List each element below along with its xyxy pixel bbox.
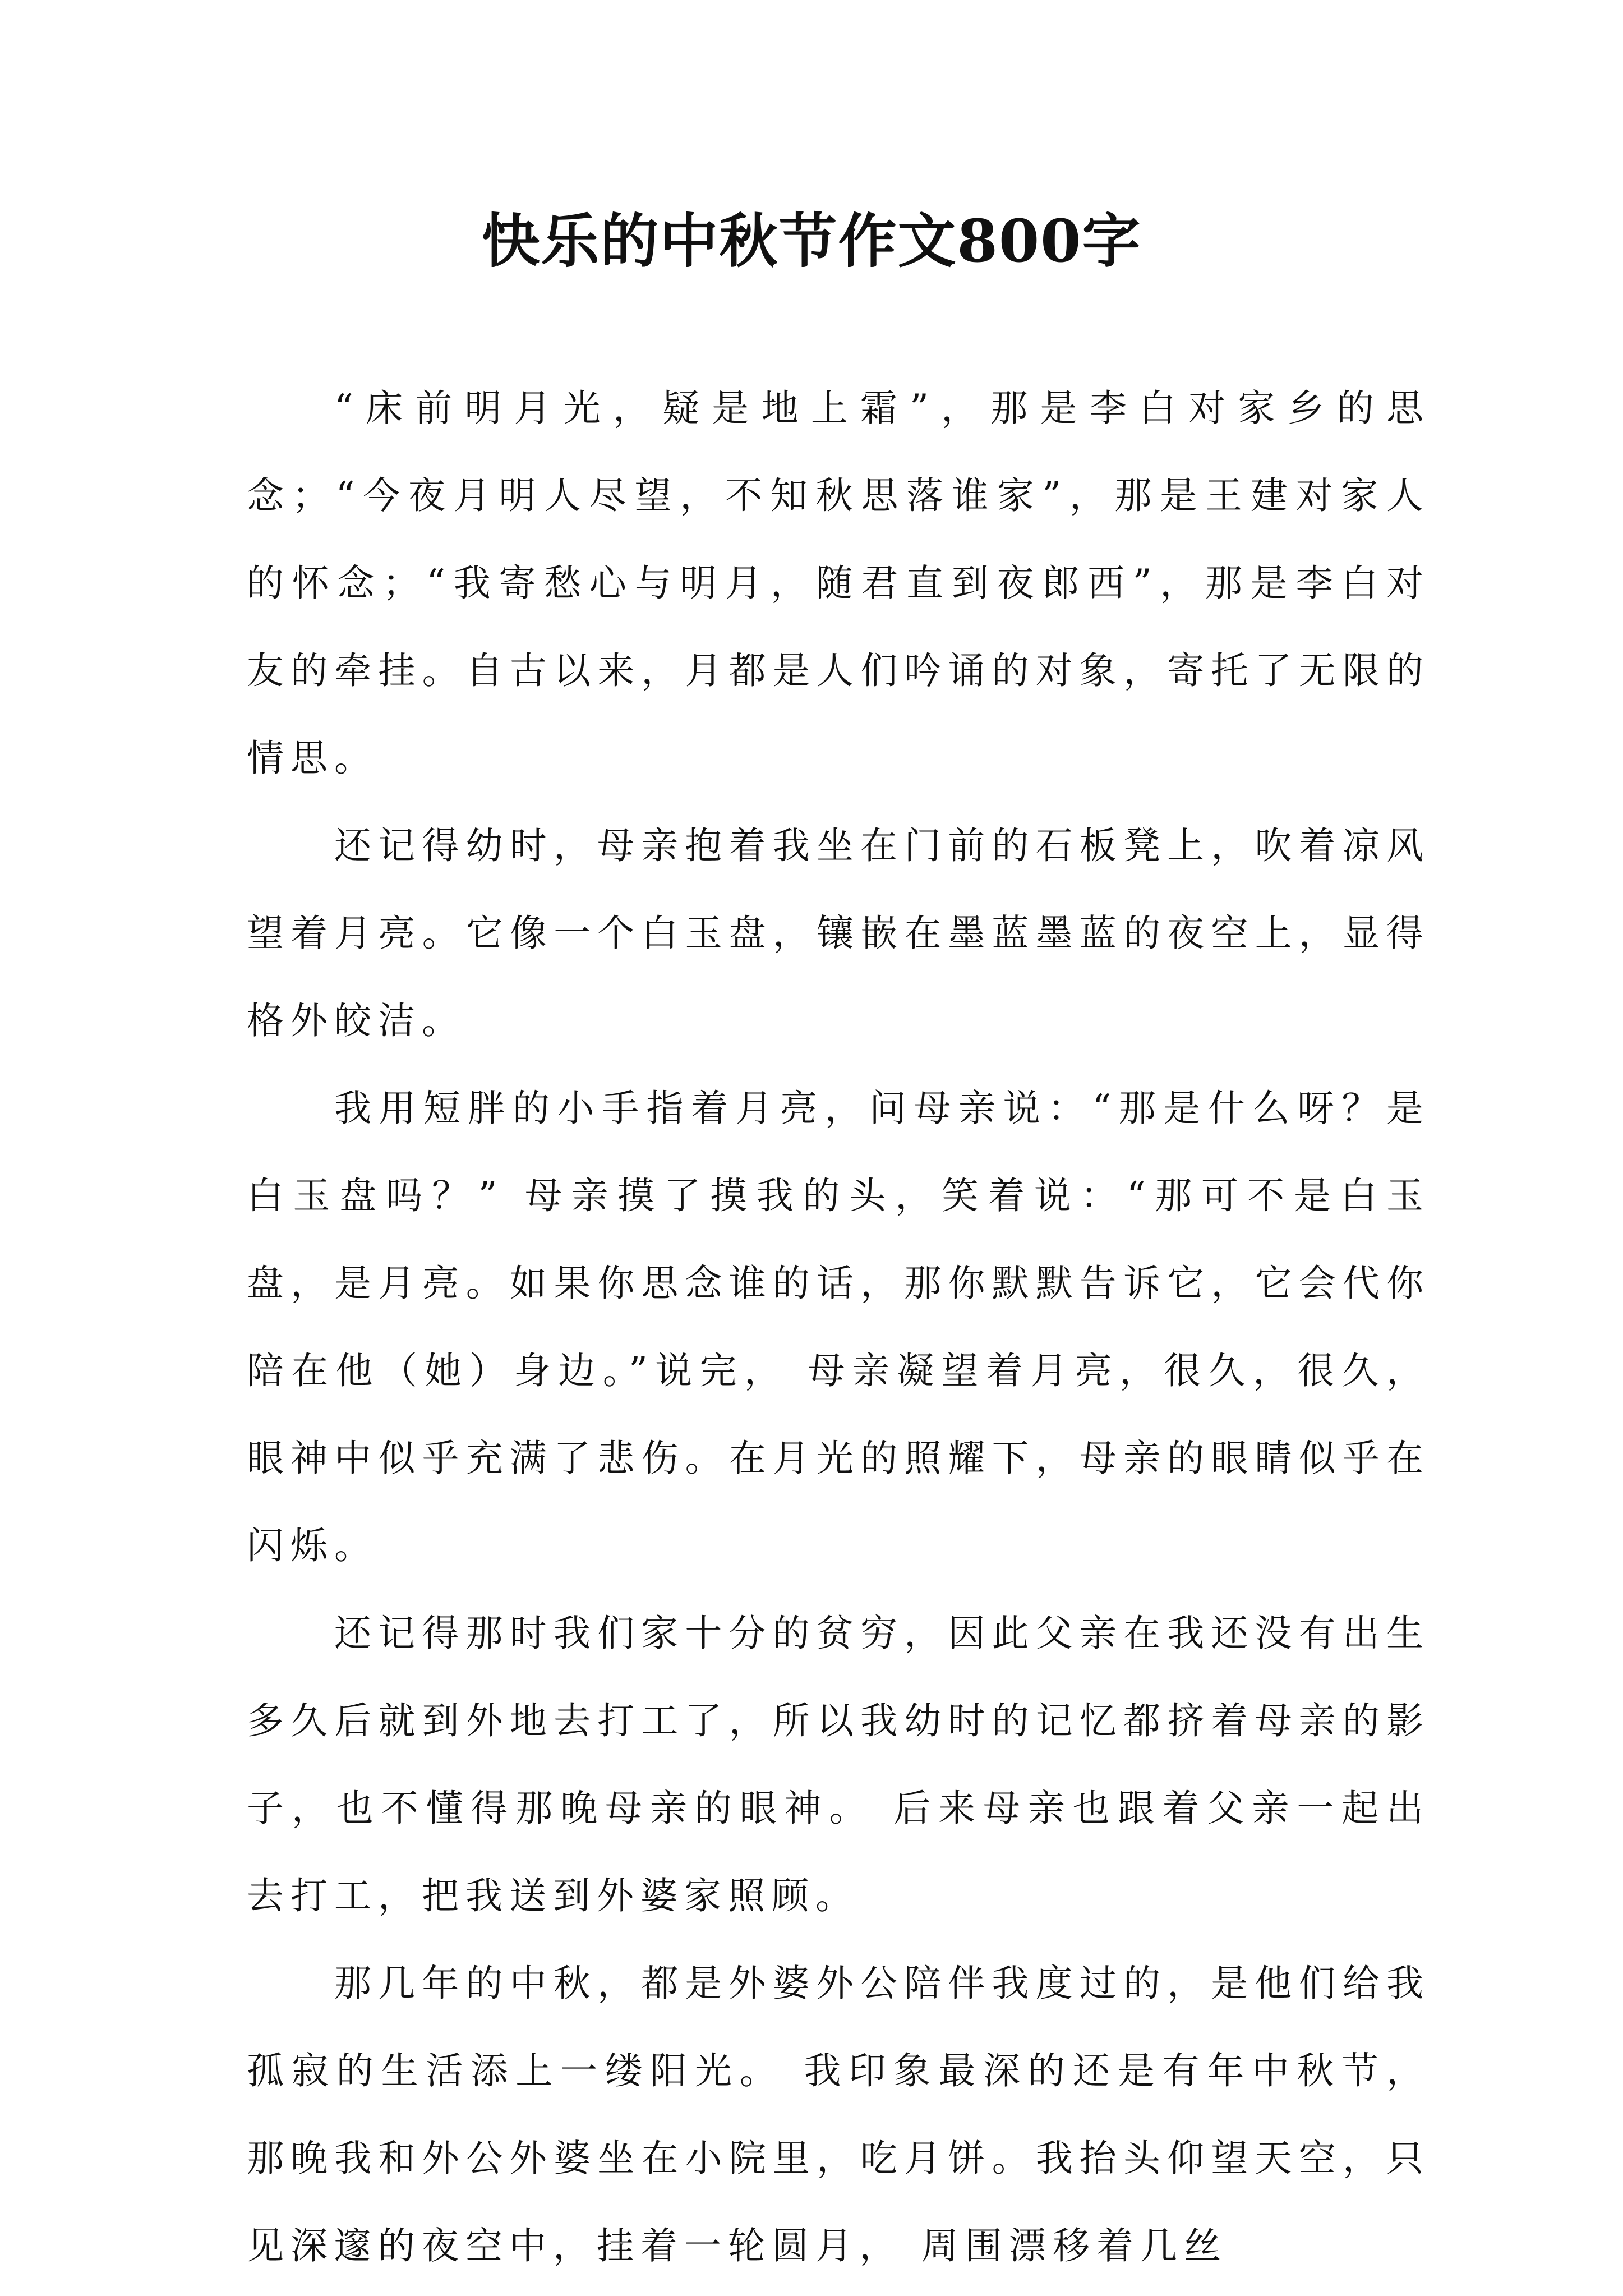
paragraph-4: 还记得那时我们家十分的贫穷，因此父亲在我还没有出生多久后就到外地去打工了，所以我幼时的记忆都挤着母亲的影子，也不懂得那晚母亲的眼神。 后来母亲也跟着父亲一起出去打工，把我送到外婆家照顾。 [247,1612,1430,1917]
paragraph-1: “床前明月光，疑是地上霜”，那是李白对家乡的思念；“今夜月明人尽望，不知秋思落谁家”，那是王建对家人的怀念；“我寄愁心与明月，随君直到夜郎西”，那是李白对友的牵挂。自古以来，月都是人们吟诵的对象，寄托了无限的情思。 [247,386,1430,780]
document-body [247,365,1430,2290]
paragraph-2: 还记得幼时，母亲抱着我坐在门前的石板凳上，吹着凉风望着月亮。它像一个白玉盘，镶嵌在墨蓝墨蓝的夜空上，显得格外皎洁。 [247,824,1430,1042]
document-title: 快乐的中秋节作文800字 [481,206,1142,275]
paragraph-3: 我用短胖的小手指着月亮，问母亲说：“那是什么呀？是白玉盘吗？” 母亲摸了摸我的头，笑着说：“那可不是白玉盘，是月亮。如果你思念谁的话，那你默默告诉它，它会代你陪在他（她）身边。”说完， 母亲凝望着月亮，很久，很久，眼神中似乎充满了悲伤。在月光的照耀下，母亲的眼睛似乎在闪烁。 [247,1087,1430,1567]
paragraph-5: 那几年的中秋，都是外婆外公陪伴我度过的，是他们给我孤寂的生活添上一缕阳光。 我印象最深的还是有年中秋节，那晚我和外公外婆坐在小院里，吃月饼。我抬头仰望天空，只见深邃的夜空中，挂着一轮圆月， 周围漂移着几丝 [247,1962,1430,2267]
